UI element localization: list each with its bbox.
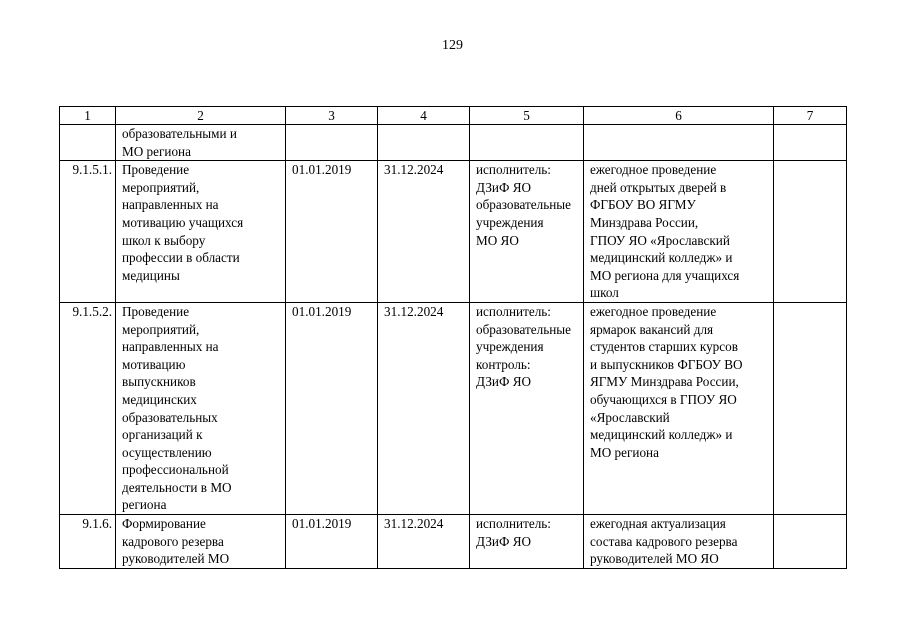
activity-name-line: выпускников	[122, 374, 196, 390]
note	[774, 302, 847, 514]
activity-name-line: профессии в области	[122, 250, 240, 266]
activity-name-line: мероприятий,	[122, 321, 200, 337]
expected-result-line: дней открытых дверей в	[590, 179, 727, 195]
column-header: 6	[584, 107, 774, 125]
activity-name-line: руководителей МО	[122, 551, 230, 567]
executor-line: ДЗиФ ЯО	[476, 533, 532, 549]
expected-result-line: ежегодная актуализация	[590, 516, 726, 532]
header-row	[60, 107, 847, 125]
expected-result-line: ярмарок вакансий для	[590, 321, 714, 337]
table-body	[60, 107, 847, 569]
activity-name-line: деятельности в МО	[122, 479, 232, 495]
expected-result-line: МО региона для учащихся	[590, 267, 740, 283]
executor-line: МО ЯО	[476, 232, 519, 248]
column-header: 4	[378, 107, 470, 125]
activity-name-line: направленных на	[122, 339, 219, 355]
executor-line: ДЗиФ ЯО	[476, 179, 532, 195]
executor-line: образовательные	[476, 321, 572, 337]
activity-name-line: школ к выбору	[122, 232, 206, 248]
page-number: 129	[442, 38, 463, 53]
start-date: 01.01.2019	[286, 302, 378, 514]
start-date: 01.01.2019	[286, 515, 378, 569]
activity-name	[116, 161, 286, 303]
expected-result-line: ежегодное проведение	[590, 162, 717, 178]
activity-name-line: организаций к	[122, 427, 203, 443]
executor-line: образовательные	[476, 197, 572, 213]
activity-name-line: Проведение	[122, 303, 190, 319]
executor-line: учреждения	[476, 339, 544, 355]
column-header: 1	[60, 107, 116, 125]
activity-name	[116, 302, 286, 514]
activity-name-line: мотивацию	[122, 356, 186, 372]
activity-name-line: образовательных	[122, 409, 218, 425]
activity-name-line: медицинских	[122, 391, 197, 407]
activity-name-line: кадрового резерва	[122, 533, 224, 549]
expected-result-line: медицинский колледж» и	[590, 250, 733, 266]
activity-name-line: осуществлению	[122, 444, 212, 460]
activity-name-line: мероприятий,	[122, 179, 200, 195]
expected-result-line: «Ярославский	[590, 409, 670, 425]
executor-line: исполнитель:	[476, 516, 551, 532]
expected-result-line: медицинский колледж» и	[590, 427, 733, 443]
executor	[470, 125, 584, 161]
note	[774, 125, 847, 161]
expected-result-line: МО региона	[590, 444, 659, 460]
executor	[470, 515, 584, 569]
table-row	[60, 125, 847, 161]
activity-name-line: МО региона	[122, 143, 191, 159]
note	[774, 515, 847, 569]
activity-name-line: медицины	[122, 267, 180, 283]
expected-result-line: руководителей МО ЯО	[590, 551, 719, 567]
activity-name-line: направленных на	[122, 197, 219, 213]
expected-result	[584, 125, 774, 161]
executor-line: контроль:	[476, 356, 531, 372]
table-row	[60, 515, 847, 569]
expected-result-line: и выпускников ФГБОУ ВО	[590, 356, 743, 372]
executor	[470, 302, 584, 514]
note	[774, 161, 847, 303]
column-header: 5	[470, 107, 584, 125]
item-number: 9.1.5.2.	[60, 302, 116, 514]
activity-name	[116, 125, 286, 161]
column-header: 3	[286, 107, 378, 125]
expected-result-line: ЯГМУ Минздрава России,	[590, 374, 739, 390]
expected-result	[584, 302, 774, 514]
expected-result-line: Минздрава России,	[590, 214, 699, 230]
executor-line: исполнитель:	[476, 303, 551, 319]
end-date: 31.12.2024	[378, 302, 470, 514]
activity-name-line: образовательными и	[122, 126, 237, 141]
end-date: 31.12.2024	[378, 515, 470, 569]
activity-name-line: региона	[122, 497, 167, 513]
item-number: 9.1.6.	[60, 515, 116, 569]
activity-name-line: Формирование	[122, 516, 206, 532]
table-row	[60, 302, 847, 514]
expected-result-line: ГПОУ ЯО «Ярославский	[590, 232, 730, 248]
expected-result-line: школ	[590, 285, 619, 301]
end-date	[378, 125, 470, 161]
executor-line: исполнитель:	[476, 162, 551, 178]
table-row	[60, 161, 847, 303]
start-date: 01.01.2019	[286, 161, 378, 303]
end-date: 31.12.2024	[378, 161, 470, 303]
expected-result-line: студентов старших курсов	[590, 339, 738, 355]
item-number: 9.1.5.1.	[60, 161, 116, 303]
executor	[470, 161, 584, 303]
expected-result	[584, 161, 774, 303]
expected-result-line: ежегодное проведение	[590, 303, 717, 319]
column-header: 2	[116, 107, 286, 125]
activity-name	[116, 515, 286, 569]
plan-table	[59, 106, 847, 569]
activity-name-line: профессиональной	[122, 462, 229, 478]
item-number	[60, 125, 116, 161]
start-date	[286, 125, 378, 161]
expected-result-line: состава кадрового резерва	[590, 533, 738, 549]
executor-line: ДЗиФ ЯО	[476, 374, 532, 390]
activity-name-line: Проведение	[122, 162, 190, 178]
column-header: 7	[774, 107, 847, 125]
expected-result	[584, 515, 774, 569]
expected-result-line: обучающихся в ГПОУ ЯО	[590, 391, 737, 407]
activity-name-line: мотивацию учащихся	[122, 214, 244, 230]
expected-result-line: ФГБОУ ВО ЯГМУ	[590, 197, 696, 213]
executor-line: учреждения	[476, 214, 544, 230]
